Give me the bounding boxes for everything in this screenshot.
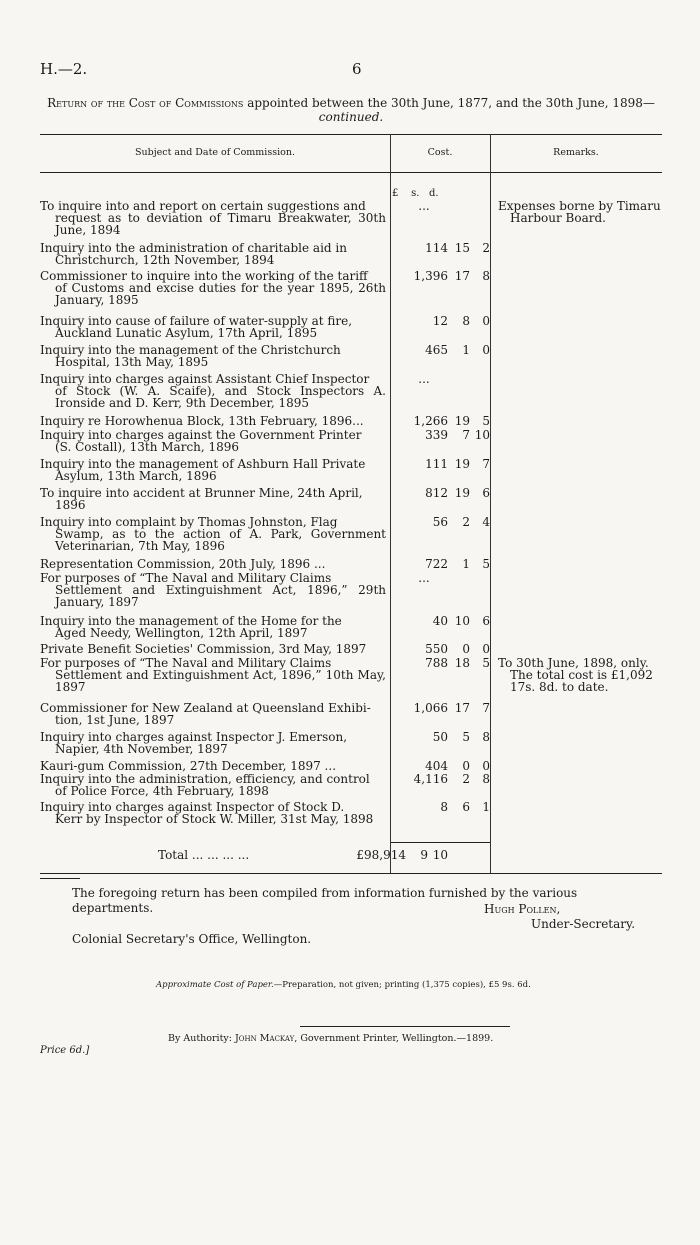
cost-pence: 0	[482, 642, 490, 656]
subject-continuation: Asylum, 13th March, 1896	[55, 469, 217, 484]
cost-pounds: 1,266	[413, 414, 448, 428]
column-divider-2	[490, 134, 491, 873]
subject-continuation: of Customs and excise duties for the year 1895, 26th January, 1895	[55, 281, 386, 308]
subject-continuation: Auckland Lunatic Asylum, 17th April, 1895	[55, 326, 318, 341]
subject-first-line: Inquiry into the administration of charitable aid in	[40, 241, 347, 255]
page-number: 6	[352, 60, 362, 78]
title-continued: continued.	[318, 110, 384, 124]
subject-first-line: Kauri-gum Commission, 27th December, 1897 ...	[40, 759, 337, 773]
price-label: Price 6d.]	[40, 1045, 90, 1056]
cost-shillings: 17	[454, 269, 470, 283]
paper-cost-label: Approximate Cost of Paper.	[156, 980, 274, 990]
commission-cost	[390, 657, 490, 669]
subject-first-line: Representation Commission, 20th July, 1896 ...	[40, 557, 326, 571]
printer-authority	[168, 1033, 493, 1044]
total-pounds: £98,914	[356, 848, 406, 862]
commission-subject	[40, 487, 386, 511]
title-smallcaps: Return of the Cost of Commissions	[47, 96, 244, 110]
cost-pounds: ...	[418, 199, 430, 213]
office-address: Colonial Secretary's Office, Wellington.	[72, 932, 312, 946]
cost-pounds: 114	[425, 241, 448, 255]
subject-first-line: Inquiry re Horowhenua Block, 13th February, 1896...	[40, 414, 364, 428]
subject-continuation: Aged Needy, Wellington, 12th April, 1897	[55, 626, 308, 641]
cost-pounds: 722	[425, 557, 448, 571]
commission-subject	[40, 270, 386, 306]
remark-continuation: The total cost is £1,092 17s. 8d. to date.	[510, 668, 653, 695]
cost-shillings: 7	[462, 428, 470, 442]
subject-continuation: Christchurch, 12th November, 1894	[55, 253, 275, 268]
subject-continuation: Kerr by Inspector of Stock W. Miller, 31st May, 1898	[55, 812, 374, 827]
subject-first-line: Inquiry into charges against the Government Printer	[40, 428, 362, 442]
commission-subject	[40, 429, 386, 453]
cost-pounds: 40	[432, 614, 448, 628]
cost-pounds: 465	[425, 343, 448, 357]
cost-pounds: 1,396	[413, 269, 448, 283]
subject-continuation: of Stock (W. A. Scaife), and Stock Inspectors A. Ironside and D. Kerr, 9th December, 1895	[55, 384, 386, 411]
commission-remarks	[498, 657, 678, 693]
subject-column-header: Subject and Date of Commission.	[134, 147, 295, 158]
subject-first-line: Inquiry into the management of the Home for the	[40, 614, 342, 628]
cost-pounds: ...	[418, 372, 430, 386]
subject-continuation: (S. Costall), 13th March, 1896	[55, 440, 240, 455]
commission-subject	[40, 242, 386, 266]
subject-first-line: Inquiry into charges against Inspector of Stock D.	[40, 800, 345, 814]
commission-cost	[390, 344, 490, 356]
cost-pounds: 4,116	[413, 772, 448, 786]
cost-pounds: 50	[432, 730, 448, 744]
commission-cost	[390, 415, 490, 427]
subject-first-line: Inquiry into the administration, efficiency, and control	[40, 772, 370, 786]
table-bottom-rule	[40, 873, 662, 874]
commission-subject	[40, 657, 386, 693]
cost-pence: 6	[482, 486, 490, 500]
commission-subject	[40, 643, 386, 655]
commission-subject	[40, 458, 386, 482]
cost-pounds: 404	[425, 759, 448, 773]
total-shillings: 9	[420, 848, 428, 862]
return-title	[40, 96, 662, 124]
commission-subject	[40, 760, 386, 772]
commission-subject	[40, 415, 386, 427]
cost-column-header: Cost.	[427, 147, 453, 158]
total-cost	[348, 848, 448, 862]
cost-pence: 5	[482, 414, 490, 428]
cost-shillings: 19	[454, 486, 470, 500]
cost-shillings: 19	[454, 414, 470, 428]
cost-pence: 5	[482, 656, 490, 670]
cost-shillings: 17	[454, 701, 470, 715]
commission-subject	[40, 615, 386, 639]
subject-first-line: Inquiry into charges against Inspector J. Emerson,	[40, 730, 348, 744]
cost-shillings: 8	[462, 314, 470, 328]
cost-pounds: ...	[418, 571, 430, 585]
authority-prefix: By Authority:	[168, 1033, 235, 1044]
cost-pounds: 8	[440, 800, 448, 814]
commission-subject	[40, 702, 386, 726]
table-top-rule	[40, 134, 662, 135]
subject-continuation: Swamp, as to the action of A. Park, Government Veterinarian, 7th May, 1896	[55, 527, 386, 554]
subject-first-line: Inquiry into the management of Ashburn Hall Private	[40, 457, 366, 471]
commission-subject	[40, 373, 386, 409]
commission-subject	[40, 558, 386, 570]
subject-continuation: Napier, 4th November, 1897	[55, 742, 228, 757]
printer-name: John Mackay	[235, 1033, 295, 1044]
cost-pence: 8	[482, 730, 490, 744]
subject-first-line: For purposes of “The Naval and Military Claims	[40, 656, 332, 670]
signatory-position: Under-Secretary.	[531, 917, 636, 931]
cost-shillings: 19	[454, 457, 470, 471]
compilation-note: The foregoing return has been compiled from information furnished by the various departments.	[72, 886, 578, 915]
authority-rule	[300, 1026, 510, 1027]
subject-continuation: request as to deviation of Timaru Breakwater, 30th June, 1894	[55, 211, 386, 238]
cost-pence: 6	[482, 614, 490, 628]
subject-continuation: Hospital, 13th May, 1895	[55, 355, 209, 370]
commission-cost	[390, 429, 490, 441]
subject-first-line: Commissioner to inquire into the working of the tariff	[40, 269, 368, 283]
commission-subject	[40, 516, 386, 552]
commission-cost	[390, 731, 490, 743]
cost-pence: 5	[482, 557, 490, 571]
commission-subject	[40, 773, 386, 797]
commission-cost	[390, 516, 490, 528]
cost-shillings: 1	[462, 557, 470, 571]
commission-cost	[390, 270, 490, 282]
commission-cost	[390, 458, 490, 470]
commission-cost	[390, 615, 490, 627]
cost-pounds: 339	[425, 428, 448, 442]
remarks-column-header: Remarks.	[553, 147, 599, 158]
cost-pence: 8	[482, 269, 490, 283]
cost-shillings: 0	[462, 759, 470, 773]
currency-units	[392, 188, 439, 199]
cost-pounds: 12	[432, 314, 448, 328]
cost-shillings: 18	[454, 656, 470, 670]
commission-cost	[390, 801, 490, 813]
remark-first-line: Expenses borne by Timaru	[498, 199, 661, 213]
subject-first-line: Inquiry into the management of the Christchurch	[40, 343, 341, 357]
commission-cost	[390, 373, 490, 385]
signatory-name: Hugh Pollen,	[484, 902, 561, 916]
cost-shillings: 1	[462, 343, 470, 357]
commission-cost	[390, 487, 490, 499]
authority-suffix: , Government Printer, Wellington.—1899.	[294, 1033, 494, 1044]
subject-first-line: Inquiry into charges against Assistant Chief Inspector	[40, 372, 370, 386]
subject-continuation: 1896	[55, 498, 86, 513]
subject-continuation: of Police Force, 4th February, 1898	[55, 784, 269, 799]
commission-cost	[390, 242, 490, 254]
subject-first-line: Inquiry into cause of failure of water-supply at fire,	[40, 314, 353, 328]
subject-first-line: Inquiry into complaint by Thomas Johnston, Flag	[40, 515, 338, 529]
subject-first-line: For purposes of “The Naval and Military Claims	[40, 571, 332, 585]
commission-cost	[390, 643, 490, 655]
cost-pence: 10	[474, 428, 490, 442]
cost-pence: 7	[482, 457, 490, 471]
commission-subject	[40, 344, 386, 368]
cost-pence: 0	[482, 343, 490, 357]
cost-pounds: 1,066	[413, 701, 448, 715]
subject-continuation: Settlement and Extinguishment Act, 1896,” 29th January, 1897	[55, 583, 386, 610]
cost-pounds: 111	[425, 457, 448, 471]
subject-continuation: Settlement and Extinguishment Act, 1896,” 10th May, 1897	[55, 668, 386, 695]
subject-continuation: tion, 1st June, 1897	[55, 713, 175, 728]
commission-subject	[40, 315, 386, 339]
commission-subject	[40, 572, 386, 608]
title-main: appointed between the 30th June, 1877, and the 30th June, 1898—	[243, 96, 655, 110]
cost-shillings: 2	[462, 772, 470, 786]
cost-shillings: 5	[462, 730, 470, 744]
pence-unit: d.	[428, 188, 439, 199]
commission-cost	[390, 572, 490, 584]
commission-cost	[390, 702, 490, 714]
commission-subject	[40, 731, 386, 755]
table-header-rule	[40, 172, 662, 173]
commission-remarks	[498, 200, 678, 224]
document-reference: H.—2.	[40, 60, 88, 78]
total-rule	[390, 842, 490, 843]
cost-pounds: 56	[432, 515, 448, 529]
cost-shillings: 10	[454, 614, 470, 628]
pounds-unit: £	[392, 188, 399, 199]
commission-subject	[40, 200, 386, 236]
remark-first-line: To 30th June, 1898, only.	[498, 656, 649, 670]
cost-pounds: 812	[425, 486, 448, 500]
total-pence: 10	[432, 848, 448, 862]
cost-pence: 2	[482, 241, 490, 255]
subject-first-line: Private Benefit Societies' Commission, 3rd May, 1897	[40, 642, 367, 656]
paper-cost-text: —Preparation, not given; printing (1,375 copies), £5 9s. 6d.	[273, 980, 531, 990]
cost-pence: 1	[482, 800, 490, 814]
commission-cost	[390, 773, 490, 785]
cost-shillings: 6	[462, 800, 470, 814]
commission-cost	[390, 200, 490, 212]
cost-pence: 4	[482, 515, 490, 529]
cost-pence: 0	[482, 759, 490, 773]
subject-first-line: To inquire into and report on certain suggestions and	[40, 199, 366, 213]
cost-shillings: 2	[462, 515, 470, 529]
cost-shillings: 15	[454, 241, 470, 255]
total-label: Total ... ... ... ...	[158, 848, 250, 862]
commission-cost	[390, 558, 490, 570]
commission-subject	[40, 801, 386, 825]
paper-cost-note	[156, 980, 531, 990]
subject-first-line: Commissioner for New Zealand at Queensland Exhibi-	[40, 701, 371, 715]
commission-cost	[390, 315, 490, 327]
commission-cost	[390, 760, 490, 772]
subject-first-line: To inquire into accident at Brunner Mine, 24th April,	[40, 486, 363, 500]
cost-shillings: 0	[462, 642, 470, 656]
cost-pence: 0	[482, 314, 490, 328]
cost-pence: 8	[482, 772, 490, 786]
footer-left-rule	[40, 878, 80, 879]
cost-pounds: 550	[425, 642, 448, 656]
cost-pence: 7	[482, 701, 490, 715]
shillings-unit: s.	[411, 188, 420, 199]
remark-continuation: Harbour Board.	[510, 211, 606, 226]
cost-pounds: 788	[425, 656, 448, 670]
